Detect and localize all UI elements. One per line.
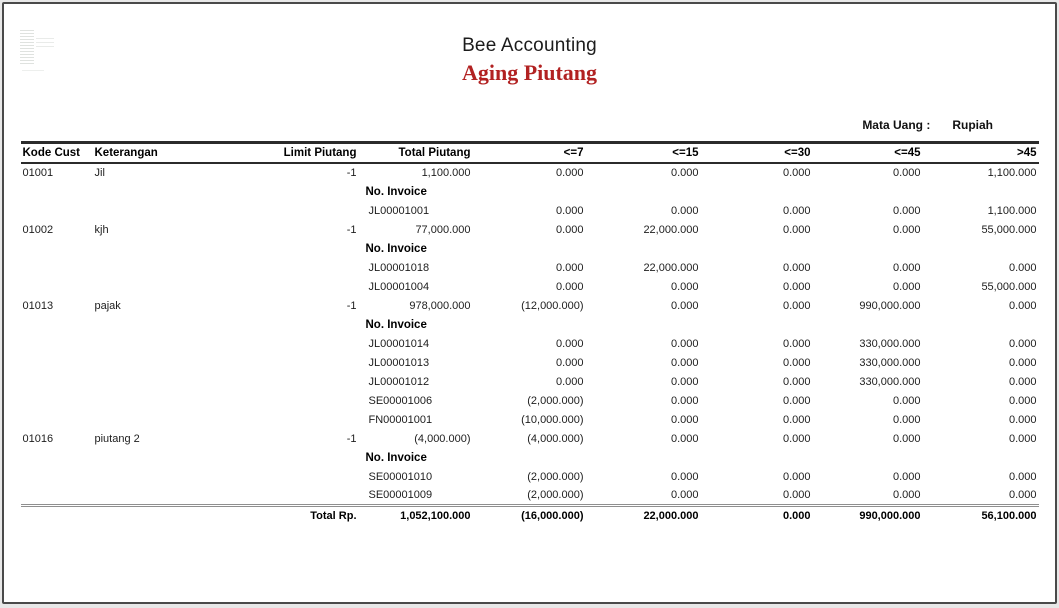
aging-cell: 0.000 [670,204,699,217]
aging-cell: (2,000.000) [527,470,584,483]
aging-cell: 0.000 [1008,394,1037,407]
total-piutang-cell: (4,000.000) [414,432,471,445]
spacer-cell [586,182,701,201]
grand-total-piutang: 1,052,100.000 [359,506,473,526]
total-spacer-cell [21,506,259,526]
aging-cell: 55,000.000 [981,280,1037,293]
spacer-cell [473,448,586,467]
col-aging-45: <=45 [813,143,923,164]
spacer-cell [21,486,259,506]
aging-cell: 0.000 [555,375,584,388]
col-keterangan: Keterangan [93,143,259,164]
spacer-cell [813,239,923,258]
spacer-cell [21,353,259,372]
aging-cell: 0.000 [555,261,584,274]
total-label: Total Rp. [259,506,359,526]
aging-cell: 0.000 [555,280,584,293]
spacer-cell [701,239,813,258]
col-kode-cust: Kode Cust [21,143,93,164]
spacer-cell [21,391,259,410]
invoice-row [21,334,1039,353]
aging-cell: 0.000 [782,413,811,426]
keterangan-cell: Jil [94,167,105,179]
aging-cell: 0.000 [555,204,584,217]
spacer-cell [21,201,259,220]
aging-cell: 0.000 [670,337,699,350]
invoice-row [21,410,1039,429]
invoice-section-label: No. Invoice [365,242,427,255]
aging-cell: 0.000 [892,413,921,426]
aging-cell: 0.000 [782,223,811,236]
aging-cell: 0.000 [892,394,921,407]
aging-cell: (2,000.000) [527,489,584,501]
grand-total-aging-15: 22,000.000 [586,506,701,526]
aging-cell: 0.000 [892,223,921,236]
spacer-cell [21,239,259,258]
col-total-piutang: Total Piutang [359,143,473,164]
aging-cell: 0.000 [782,394,811,407]
aging-cell: 55,000.000 [981,223,1037,236]
spacer-cell [701,182,813,201]
aging-cell: 0.000 [782,204,811,217]
aging-cell: 0.000 [670,167,699,179]
report-table-body [21,163,1039,506]
customer-row [21,296,1039,315]
spacer-cell [21,410,259,429]
keterangan-cell: pajak [94,299,121,312]
spacer-cell [21,334,259,353]
aging-cell: 0.000 [670,280,699,293]
aging-cell: 1,100.000 [987,204,1037,217]
aging-cell: 0.000 [892,470,921,483]
aging-cell: 0.000 [1008,432,1037,445]
customer-row [21,429,1039,448]
company-logo [20,30,60,78]
kode-cust-cell: 01016 [22,432,54,445]
aging-cell: 0.000 [1008,470,1037,483]
aging-cell: 0.000 [1008,337,1037,350]
invoice-number-cell: FN00001001 [368,413,433,426]
aging-cell: 0.000 [670,299,699,312]
aging-cell: 0.000 [555,337,584,350]
aging-cell: 0.000 [670,489,699,501]
aging-cell: (10,000.000) [521,413,584,426]
aging-cell: 22,000.000 [643,223,699,236]
total-piutang-cell: 77,000.000 [415,223,471,236]
aging-cell: 990,000.000 [859,299,921,312]
grand-total-row [21,506,1039,526]
spacer-cell [701,448,813,467]
aging-cell: 0.000 [782,375,811,388]
col-aging-7: <=7 [473,143,586,164]
aging-cell: 0.000 [892,167,921,179]
customer-row [21,163,1039,182]
invoice-row [21,372,1039,391]
aging-cell: 0.000 [1008,356,1037,369]
aging-cell: 0.000 [670,470,699,483]
aging-cell: 330,000.000 [859,356,921,369]
spacer-cell [21,182,259,201]
col-limit-piutang: Limit Piutang [259,143,359,164]
col-aging-15: <=15 [586,143,701,164]
aging-cell: 0.000 [555,167,584,179]
spacer-cell [586,239,701,258]
invoice-row [21,391,1039,410]
col-aging-30: <=30 [701,143,813,164]
limit-piutang-cell: -1 [346,223,357,236]
invoice-number-cell: JL00001018 [368,261,430,274]
aging-cell: 0.000 [782,167,811,179]
invoice-number-cell: SE00001009 [368,489,433,501]
aging-cell: 22,000.000 [643,261,699,274]
limit-piutang-cell: -1 [346,167,357,179]
invoice-number-cell: JL00001012 [368,375,430,388]
invoice-section-label: No. Invoice [365,318,427,331]
aging-cell: 0.000 [670,432,699,445]
aging-cell: 0.000 [782,356,811,369]
aging-cell: 0.000 [555,223,584,236]
invoice-number-cell: JL00001001 [368,204,430,217]
invoice-section-label: No. Invoice [365,451,427,464]
aging-cell: 0.000 [1008,375,1037,388]
aging-cell: 0.000 [892,204,921,217]
aging-cell: 0.000 [670,356,699,369]
aging-cell: 0.000 [782,299,811,312]
invoice-row [21,277,1039,296]
invoice-row [21,486,1039,506]
spacer-cell [586,448,701,467]
spacer-cell [21,277,259,296]
invoice-number-cell: SE00001010 [368,470,433,483]
limit-piutang-cell: -1 [346,299,357,312]
spacer-cell [21,448,259,467]
currency-label: Mata Uang : [862,118,931,132]
spacer-cell [21,258,259,277]
spacer-cell [813,315,923,334]
spacer-cell [923,315,1039,334]
spacer-cell [21,315,259,334]
spacer-cell [923,239,1039,258]
invoice-number-cell: JL00001004 [368,280,430,293]
invoice-number-cell: JL00001014 [368,337,430,350]
invoice-section-header-row [21,239,1039,258]
aging-cell: 0.000 [782,489,811,501]
aging-cell: (2,000.000) [527,394,584,407]
invoice-row [21,201,1039,220]
col-aging-over-45: >45 [923,143,1039,164]
table-header-row [21,143,1039,164]
aging-cell: 0.000 [1008,299,1037,312]
invoice-row [21,467,1039,486]
report-header [4,4,1055,86]
company-name: Bee Accounting [462,35,597,56]
grand-total-aging-over-45: 56,100.000 [923,506,1039,526]
kode-cust-cell: 01002 [22,223,54,236]
aging-cell: 0.000 [892,432,921,445]
keterangan-cell: piutang 2 [94,432,140,445]
aging-cell: 0.000 [555,356,584,369]
spacer-cell [21,467,259,486]
spacer-cell [813,448,923,467]
grand-total-aging-30: 0.000 [701,506,813,526]
spacer-cell [923,182,1039,201]
invoice-number-cell: SE00001006 [368,394,433,407]
aging-cell: 0.000 [670,394,699,407]
spacer-cell [473,182,586,201]
spacer-cell [701,315,813,334]
spacer-cell [21,372,259,391]
grand-total-aging-45: 990,000.000 [813,506,923,526]
aging-cell: 0.000 [782,432,811,445]
aging-cell: 0.000 [892,489,921,501]
kode-cust-cell: 01013 [22,299,54,312]
keterangan-cell: kjh [94,223,109,236]
aging-cell: 0.000 [670,413,699,426]
customer-row [21,220,1039,239]
aging-cell: 1,100.000 [987,167,1037,179]
currency-line [4,118,1055,132]
aging-report-table [21,141,1039,525]
invoice-section-header-row [21,315,1039,334]
aging-cell: 0.000 [782,261,811,274]
aging-cell: 0.000 [1008,489,1037,501]
limit-piutang-cell: -1 [346,432,357,445]
aging-cell: 0.000 [782,337,811,350]
invoice-number-cell: JL00001013 [368,356,430,369]
aging-cell: 0.000 [782,470,811,483]
invoice-section-label: No. Invoice [365,185,427,198]
aging-cell: 0.000 [782,280,811,293]
aging-cell: 0.000 [1008,261,1037,274]
total-piutang-cell: 978,000.000 [409,299,471,312]
spacer-cell [473,239,586,258]
aging-cell: 0.000 [1008,413,1037,426]
aging-cell: 0.000 [892,261,921,274]
invoice-row [21,353,1039,372]
aging-cell: (4,000.000) [527,432,584,445]
aging-cell: 0.000 [670,375,699,388]
kode-cust-cell: 01001 [22,167,54,179]
aging-cell: 330,000.000 [859,337,921,350]
aging-cell: 330,000.000 [859,375,921,388]
invoice-row [21,258,1039,277]
invoice-section-header-row [21,182,1039,201]
spacer-cell [923,448,1039,467]
invoice-section-header-row [21,448,1039,467]
grand-total-aging-7: (16,000.000) [473,506,586,526]
report-title: Aging Piutang [461,60,598,85]
currency-value: Rupiah [952,118,993,132]
spacer-cell [813,182,923,201]
total-piutang-cell: 1,100.000 [421,167,471,179]
aging-cell: 0.000 [892,280,921,293]
report-page [2,2,1057,604]
spacer-cell [473,315,586,334]
spacer-cell [586,315,701,334]
aging-cell: (12,000.000) [521,299,584,312]
